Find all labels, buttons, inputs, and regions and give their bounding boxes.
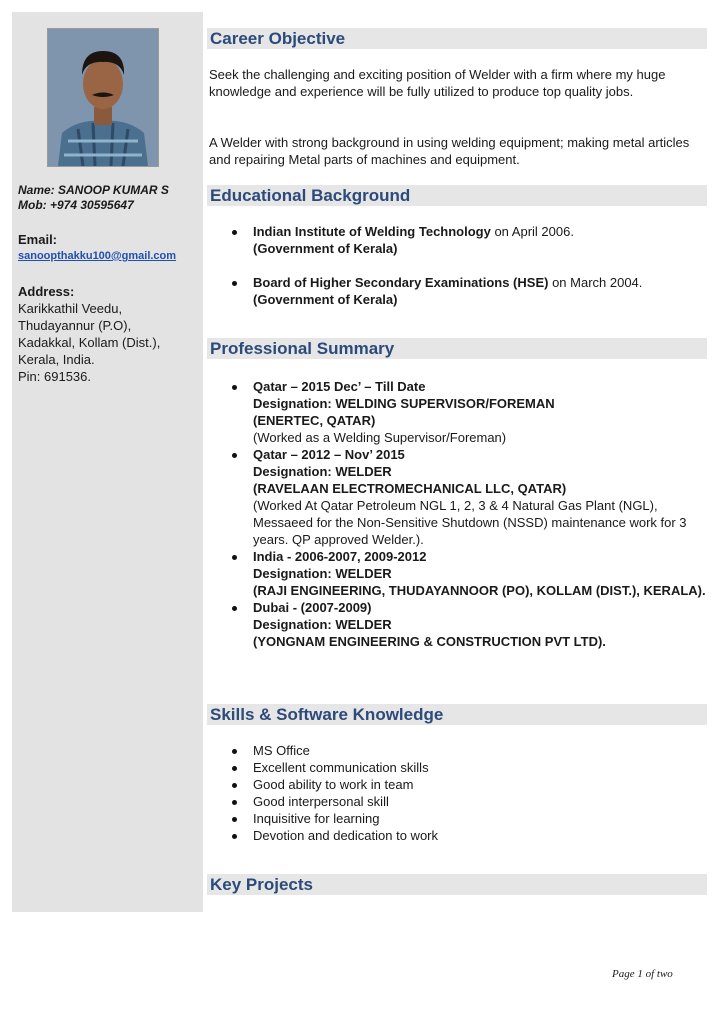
experience-designation: Designation: WELDER bbox=[253, 464, 392, 479]
skill-item: Excellent communication skills bbox=[232, 759, 707, 776]
email-label: Email: bbox=[18, 232, 58, 247]
skill-item: Inquisitive for learning bbox=[232, 810, 707, 827]
address-line: Karikkathil Veedu, bbox=[18, 301, 123, 316]
address-line: Kadakkal, Kollam (Dist.), bbox=[18, 335, 161, 350]
professional-summary-heading: Professional Summary bbox=[207, 338, 707, 359]
education-date: on March 2004. bbox=[548, 275, 643, 290]
education-item bbox=[232, 274, 707, 308]
contact-name-block bbox=[18, 183, 169, 213]
education-list bbox=[232, 223, 707, 308]
experience-company: (ENERTEC, QATAR) bbox=[253, 413, 376, 428]
education-heading: Educational Background bbox=[207, 185, 707, 206]
address-line: Pin: 691536. bbox=[18, 369, 92, 384]
experience-item bbox=[232, 378, 707, 446]
email-link[interactable]: sanoopthakku100@gmail.com bbox=[18, 250, 177, 262]
skill-item: Devotion and dedication to work bbox=[232, 827, 707, 844]
education-date: on April 2006. bbox=[490, 224, 574, 239]
experience-company: (RAJI ENGINEERING, THUDAYANNOOR (PO), KOLLAM (DIST.), KERALA). bbox=[253, 583, 706, 598]
career-paragraph-1: Seek the challenging and exciting position of Welder with a firm where my huge knowledge and experience will be fully utilized to produce top quality jobs. bbox=[209, 67, 666, 99]
experience-title: Qatar – 2015 Dec’ – Till Date bbox=[253, 379, 426, 394]
experience-designation: Designation: WELDER bbox=[253, 617, 392, 632]
experience-company: (RAVELAAN ELECTROMECHANICAL LLC, QATAR) bbox=[253, 481, 567, 496]
education-institution: Indian Institute of Welding Technology bbox=[253, 224, 491, 239]
professional-list bbox=[232, 378, 707, 650]
skill-item: Good interpersonal skill bbox=[232, 793, 707, 810]
mobile-number: Mob: +974 30595647 bbox=[18, 198, 134, 212]
address-line: Thudayannur (P.O), bbox=[18, 318, 132, 333]
skills-heading: Skills & Software Knowledge bbox=[207, 704, 707, 725]
skill-item: MS Office bbox=[232, 742, 707, 759]
experience-title: Qatar – 2012 – Nov’ 2015 bbox=[253, 447, 405, 462]
address-line: Kerala, India. bbox=[18, 352, 95, 367]
education-item bbox=[232, 223, 707, 257]
profile-photo bbox=[47, 28, 159, 167]
candidate-name: Name: SANOOP KUMAR S bbox=[18, 183, 169, 197]
career-objective-heading: Career Objective bbox=[207, 28, 707, 49]
experience-title: Dubai - (2007-2009) bbox=[253, 600, 372, 615]
education-body: (Government of Kerala) bbox=[253, 241, 398, 256]
experience-item bbox=[232, 446, 707, 548]
experience-note: (Worked At Qatar Petroleum NGL 1, 2, 3 & 4 Natural Gas Plant (NGL), Messaeed for the Non-Sensitive Shutdown (NSSD) maintenance work for 3 years. QP approved Welder.). bbox=[253, 498, 687, 547]
address-label: Address: bbox=[18, 284, 75, 299]
education-institution: Board of Higher Secondary Examinations (HSE) bbox=[253, 275, 549, 290]
page-number: Page 1 of two bbox=[612, 968, 673, 980]
experience-item bbox=[232, 599, 707, 650]
experience-note: (Worked as a Welding Supervisor/Foreman) bbox=[253, 430, 507, 445]
experience-designation: Designation: WELDING SUPERVISOR/FOREMAN bbox=[253, 396, 555, 411]
key-projects-heading: Key Projects bbox=[207, 874, 707, 895]
skills-list bbox=[232, 742, 707, 844]
experience-title: India - 2006-2007, 2009-2012 bbox=[253, 549, 427, 564]
address-block bbox=[18, 300, 160, 385]
experience-designation: Designation: WELDER bbox=[253, 566, 392, 581]
education-body: (Government of Kerala) bbox=[253, 292, 398, 307]
person-portrait-icon bbox=[48, 29, 158, 166]
skill-item: Good ability to work in team bbox=[232, 776, 707, 793]
experience-item bbox=[232, 548, 707, 599]
experience-company: (YONGNAM ENGINEERING & CONSTRUCTION PVT LTD). bbox=[253, 634, 606, 649]
career-paragraph-2: A Welder with strong background in using welding equipment; making metal articles and repairing Metal parts of machines and equipment. bbox=[209, 135, 690, 167]
